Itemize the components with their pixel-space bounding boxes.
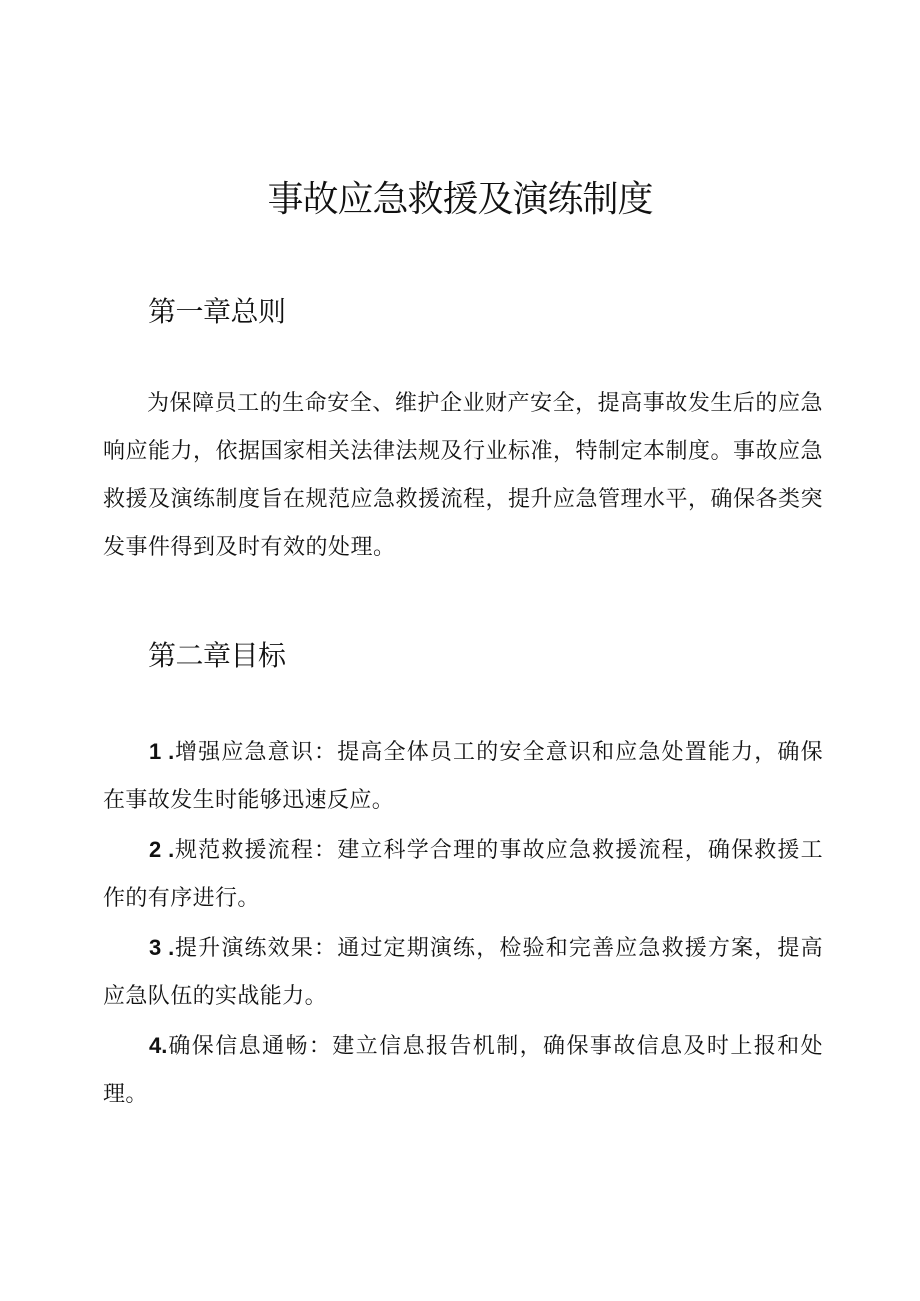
goal-item-1-number: 1 . xyxy=(149,739,175,764)
goal-item-4 xyxy=(103,1022,823,1119)
goal-item-4-number: 4. xyxy=(149,1033,168,1058)
goal-item-1 xyxy=(103,728,823,825)
goal-item-3-number: 3 . xyxy=(149,935,175,960)
goal-item-4-text: 确保信息通畅：建立信息报告机制，确保事故信息及时上报和处理。 xyxy=(103,1034,823,1107)
goal-item-2-text: 规范救援流程：建立科学合理的事故应急救援流程，确保救援工作的有序进行。 xyxy=(103,838,823,911)
document-title: 事故应急救援及演练制度 xyxy=(267,179,653,220)
goal-item-3-text: 提升演练效果：通过定期演练，检验和完善应急救援方案，提高应急队伍的实战能力。 xyxy=(103,936,823,1009)
goal-item-3 xyxy=(103,924,823,1021)
chapter-1-heading: 第一章总则 xyxy=(148,295,286,328)
goal-item-2 xyxy=(103,826,823,923)
goal-item-1-text: 增强应急意识：提高全体员工的安全意识和应急处置能力，确保在事故发生时能够迅速反应。 xyxy=(103,740,823,813)
goal-item-2-number: 2 . xyxy=(149,837,175,862)
chapter-1-paragraph: 为保障员工的生命安全、维护企业财产安全，提高事故发生后的应急响应能力，依据国家相关法律法规及行业标准，特制定本制度。事故应急救援及演练制度旨在规范应急救援流程，提升应急管理水平，确保各类突发事件得到及时有效的处理。 xyxy=(103,391,824,560)
chapter-2-heading: 第二章目标 xyxy=(148,639,286,672)
